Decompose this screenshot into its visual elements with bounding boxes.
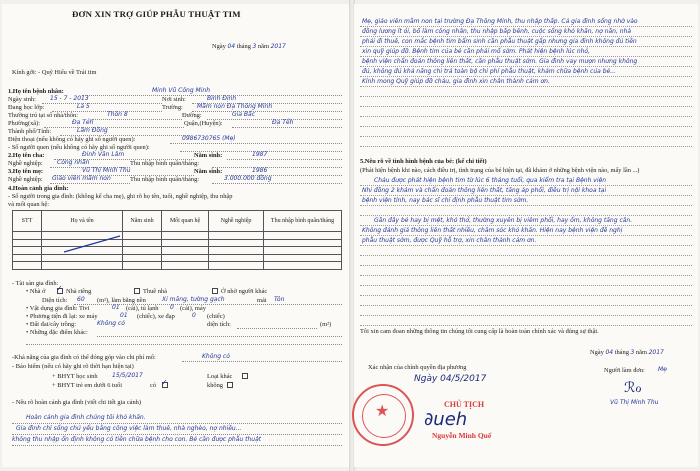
- checkmark-icon: ✓: [56, 284, 63, 293]
- tv-value: 01: [112, 304, 120, 311]
- form-title: ĐƠN XIN TRỢ GIÚP PHẪU THUẬT TIM: [72, 9, 241, 19]
- bhyt-student-value: 15/5/2017: [112, 372, 143, 379]
- father-name-label: 2.Họ tên cha:: [8, 152, 45, 159]
- story-line-6: đủ, không đủ khả năng chi trả toàn bộ chi phí phẫu thuật, khám chữa bệnh của bé...: [362, 68, 616, 75]
- dob-value: 15 - 7 - 2013: [50, 95, 89, 102]
- house-other-checkbox[interactable]: [212, 288, 218, 294]
- roof-value: Tôn: [274, 296, 285, 303]
- street-label: Đường:: [182, 112, 202, 119]
- patient-name-label: 1.Họ tên bệnh nhân:: [8, 88, 64, 95]
- other-insurance-checkbox[interactable]: [242, 373, 248, 379]
- medical-sub: (Phát hiện bệnh khi nào, cách điều trị, tình trạng của bé hiện tại, đã khám ở những bệnh viện nào, mấy lần ...): [360, 167, 640, 174]
- no-checkbox[interactable]: [227, 382, 233, 388]
- medical-line-5: Không đánh giá thông liên thất nhiều, chăm sóc khó khăn. Hiện nay bệnh viện đề nghị: [362, 227, 623, 234]
- form-date: Ngày 04 tháng 3 năm 2017: [212, 43, 286, 50]
- assets-label: - Tài sản gia đình:: [12, 280, 59, 287]
- land-area-unit: (m²): [320, 321, 332, 328]
- city-label: Thành phố/Tỉnh:: [8, 128, 52, 135]
- checkmark-icon: ✓: [161, 378, 168, 387]
- house-label: • Nhà ở: [26, 288, 46, 295]
- bhyt-under6-label: + BHYT trẻ em dưới 6 tuổi: [52, 382, 122, 389]
- land-value: Không có: [97, 320, 125, 327]
- street-value: Gia Bắc: [232, 111, 255, 118]
- material-value: Xi măng, tường gạch: [162, 296, 225, 303]
- mother-income-label: Thu nhập bình quân/tháng:: [130, 176, 200, 183]
- official-seal-icon: ★: [352, 384, 414, 446]
- medical-line-3: bệnh viện tỉnh, nay bác sĩ chỉ định phẫu thuật tim sớm.: [362, 197, 529, 204]
- applicant-label: Người làm đơn:: [604, 367, 645, 374]
- mother-name-label: 3.Họ tên mẹ:: [8, 168, 43, 175]
- story-line-7: Kính mong Quỹ giúp đỡ cháu, gia đình xin chân thành cảm ơn.: [362, 78, 550, 85]
- father-job-value: Công nhân: [57, 159, 90, 166]
- sign-date: Ngày 04 tháng 3 năm 2017: [590, 349, 664, 356]
- ward-value: Đạ Tẻh: [72, 119, 94, 126]
- medical-line-6: phẫu thuật sớm, được Quỹ hỗ trợ, xin chân thành cảm ơn.: [362, 237, 537, 244]
- house-own-label: Nhà riêng: [66, 288, 92, 295]
- family-desc2: và mối quan hệ:: [8, 201, 49, 208]
- insurance-label: - Bảo hiểm (nếu có hãy ghi rõ thời hạn hiện tại): [12, 363, 134, 370]
- role-title: CHỦ TỊCH: [444, 400, 485, 409]
- contribution-label: -Khả năng của gia đình có thể đóng góp vào chi phí mổ:: [12, 354, 156, 361]
- roof-label: mái: [257, 297, 267, 304]
- grade-value: Lá 5: [77, 103, 90, 110]
- address-label: Thường trú tại số nhà/thôn:: [8, 112, 79, 119]
- father-year-value: 1987: [252, 151, 268, 158]
- house-other-label: Ở nhờ người khác: [221, 288, 268, 295]
- area-value: 60: [77, 296, 85, 303]
- mother-year-label: Năm sinh:: [194, 168, 223, 175]
- story-line-5: bệnh viện chẩn đoán thông liên thất, cần phẫu thuật sớm. Gia đình vay mượn nhưng không: [362, 58, 638, 65]
- father-name-value: Đinh Văn Lâm: [82, 151, 125, 158]
- phone-value: 0986730765 (Mẹ): [182, 135, 236, 142]
- appliances-label: • Vật dụng gia đình: Tivi: [26, 305, 90, 312]
- bike-unit: (chiếc): [207, 313, 225, 320]
- mother-job-value: Giáo viên mầm non: [52, 175, 111, 182]
- vehicle-label: • Phương tiện đi lại: xe máy: [26, 313, 98, 320]
- family-heading: 4.Hoàn cảnh gia đình:: [8, 185, 69, 192]
- moto-value: 01: [120, 312, 128, 319]
- col-job: Nghề nghiệp: [209, 211, 264, 232]
- father-income-label: Thu nhập bình quân/tháng:: [130, 160, 200, 167]
- circumstance-line-3: không thu nhập ổn định không có tiền chữa bệnh cho con. Bé cần được phẫu thuật: [12, 436, 262, 443]
- medical-line-1: Cháu được phát hiện bệnh tim từ lúc 6 tháng tuổi, qua kiểm tra tại Bệnh viện: [374, 177, 607, 184]
- moto-unit: (chiếc), xe đạp: [137, 313, 175, 320]
- recipient-line: Kính gởi: - Quỹ Hiểu về Trái tim: [12, 69, 97, 76]
- applicant-relation: Mẹ: [658, 366, 667, 373]
- col-name: Họ và tên: [42, 211, 123, 232]
- area-unit: (m²), làm bằng nền: [97, 297, 146, 304]
- bhyt-student-label: + BHYT học sinh: [52, 373, 98, 380]
- dob-label: Ngày sinh:: [8, 96, 36, 103]
- mother-year-value: 1986: [252, 167, 268, 174]
- col-income: Thu nhập bình quân/tháng: [264, 211, 342, 232]
- pob-value: Bình Định: [207, 95, 237, 102]
- applicant-name: Vũ Thị Minh Thu: [610, 399, 659, 406]
- form-left-page: [2, 4, 350, 467]
- mother-job-label: Nghề nghiệp:: [8, 176, 43, 183]
- district-value: Đạ Tẻh: [272, 119, 294, 126]
- bike-value: 0: [192, 312, 196, 319]
- fridge-value: 0: [170, 304, 174, 311]
- land-label: • Đất đai/cây trồng:: [26, 321, 76, 328]
- district-label: Quận,(Huyện):: [184, 120, 223, 127]
- fridge-unit: (cái), máy: [180, 305, 206, 312]
- official-signature-icon: ∂ueh: [424, 409, 468, 430]
- city-value: Lâm Đồng: [77, 127, 108, 134]
- no-label: không: [207, 382, 223, 389]
- house-rent-label: Thuê nhà: [143, 288, 167, 295]
- medical-line-2: Nhi đồng 2 khám và chẩn đoán thông liên thất, tăng áp phổi, điều trị nội khoa tại: [362, 187, 607, 194]
- ward-label: Phường(xã):: [8, 120, 41, 127]
- circumstance-line-1: Hoàn cảnh gia đình chúng tôi khó khăn.: [26, 414, 146, 421]
- yes-label: có: [150, 382, 157, 389]
- grade-label: Đang học lớp:: [8, 104, 45, 111]
- col-year: Năm sinh: [123, 211, 162, 232]
- commitment-text: Tôi xin cam đoan những thông tin chúng tôi cung cấp là hoàn toàn chính xác và đúng sự thật.: [360, 328, 599, 335]
- mother-name-value: Vũ Thị Minh Thu: [82, 167, 131, 174]
- phone-label: Điện thoại (nếu không có hãy ghi số người quen):: [8, 136, 136, 143]
- story-line-2: đồng lương ít ỏi, bố làm công nhân, thu nhập bấp bênh, cuộc sống khó khăn, nợ nần, nhà: [362, 28, 632, 35]
- story-line-1: Mẹ, giáo viên mầm non tại trường Đạ Thông Minh, thu nhập thấp. Cả gia đình sống nhờ vào: [362, 18, 638, 25]
- school-value: Mầm non Đạ Thông Minh: [197, 103, 273, 110]
- other-insurance-label: Loại khác: [207, 373, 233, 380]
- address-value: Thôn 8: [107, 111, 128, 118]
- medical-label: 5.Nêu rõ về tình hình bệnh của bé: (kể chi tiết): [360, 158, 487, 165]
- table-row: [13, 262, 342, 270]
- applicant-signature-icon: ℛℴ: [624, 380, 642, 396]
- col-relation: Mối quan hệ: [162, 211, 209, 232]
- father-year-label: Năm sinh:: [194, 152, 223, 159]
- medical-line-4: Gần đây bé hay bị mệt, khó thở, thường xuyên bị viêm phổi, hay ốm, không tăng cân.: [374, 217, 633, 224]
- story-line-3: phải đi thuê, con mắc bệnh tim bẩm sinh cần phẫu thuật gấp nhưng gia đình không đủ tiền: [362, 38, 637, 45]
- official-name: Nguyễn Minh Quế: [432, 431, 492, 440]
- school-label: Trường:: [162, 104, 183, 111]
- contribution-value: Không có: [202, 353, 230, 360]
- land-area-label: diện tích:: [207, 321, 231, 328]
- other-features-label: • Những đặc điểm khác:: [26, 329, 88, 336]
- story-line-4: xin quỹ giúp đỡ. Bệnh tim của bé cần phải mổ sớm. Phát hiện bệnh lúc nhỏ,: [362, 48, 590, 55]
- area-label: Diện tích:: [42, 297, 68, 304]
- circumstance-heading: - Nêu rõ hoàn cảnh gia đình (viết chi tiết gia cảnh): [12, 399, 142, 406]
- circumstance-line-2: Gia đình chỉ sống chủ yếu bằng công việc làm thuê, nhà nghèo, nợ nhiều...: [16, 425, 242, 432]
- father-job-label: Nghề nghiệp:: [8, 160, 43, 167]
- contact-label: - Số người quen (nếu không có hãy ghi số người quen):: [8, 144, 150, 151]
- local-gov-date: Ngày 04/5/2017: [414, 374, 487, 384]
- local-gov-label: Xác nhận của chính quyền địa phương: [368, 364, 467, 371]
- family-desc: - Số người trong gia đình: (không kể cha mẹ), ghi rõ họ tên, tuổi, nghề nghiệp, thu nhập: [8, 193, 233, 200]
- mother-income-value: 3.000.000 đồng: [224, 175, 272, 182]
- col-stt: STT: [13, 211, 42, 232]
- fridge-label: (cái), tủ lạnh: [126, 305, 159, 312]
- strike-line: [62, 232, 122, 256]
- patient-name-value: Minh Vũ Công Minh: [152, 87, 210, 94]
- pob-label: Nơi sinh:: [162, 96, 186, 103]
- house-rent-checkbox[interactable]: [134, 288, 140, 294]
